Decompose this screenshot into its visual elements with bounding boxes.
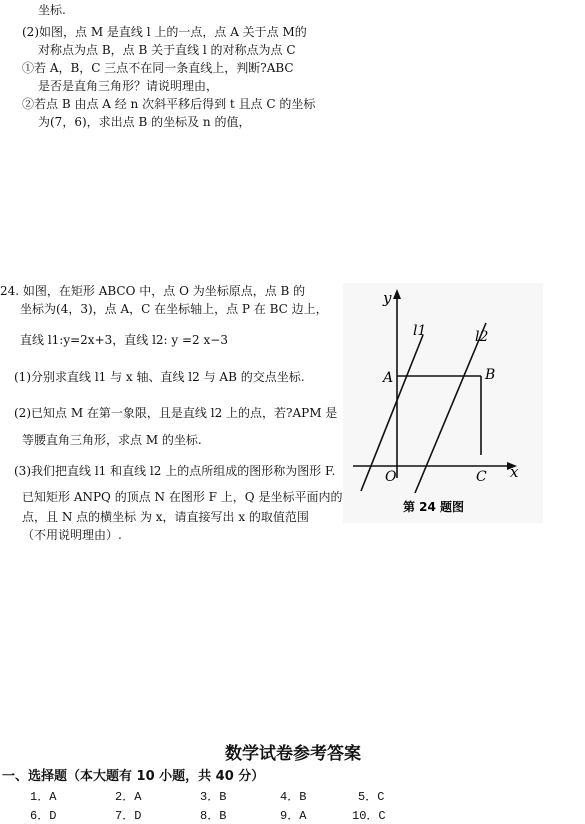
answer-3: 3．B — [200, 790, 227, 804]
answer-9: 9．A — [280, 809, 307, 823]
point-a-label: A — [383, 370, 394, 386]
p24-line-5: (2)已知点 M 在第一象限，且是直线 l2 上的点，若?APM 是 — [14, 406, 338, 420]
answer-4: 4．B — [280, 790, 307, 804]
p24-line-3: 直线 l1:y=2x+3，直线 l2: y =2 x−3 — [20, 333, 228, 347]
figure-caption: 第 24 题图 — [403, 500, 465, 514]
p23-line-4: 是否是直角三角形？请说明理由， — [38, 79, 219, 93]
p24-line-1: 24. 如图，在矩形 ABCO 中，点 O 为坐标原点，点 B 的 — [0, 284, 306, 298]
l1-label: l1 — [413, 323, 427, 339]
answer-2: 2．A — [115, 790, 142, 804]
section-1-heading: 一、选择题（本大题有 10 小题，共 40 分） — [2, 769, 265, 784]
p24-line-10: （不用说明理由）. — [22, 528, 122, 542]
origin-label: O — [385, 469, 397, 485]
p23-line-6: 为(7，6)，求出点 B 的坐标及 n 的值， — [38, 115, 251, 129]
p24-line-7: (3)我们把直线 l1 和直线 l2 上的点所组成的图形称为图形 F. — [14, 464, 336, 478]
point-c-label: C — [476, 469, 487, 485]
answer-8: 8．B — [200, 809, 227, 823]
p23-line-5: ②若点 B 由点 A 经 n 次斜平移后得到 t 且点 C 的坐标 — [22, 97, 316, 111]
figure-background — [343, 283, 543, 523]
p24-line-6: 等腰直角三角形，求点 M 的坐标. — [22, 433, 202, 447]
p23-line-0: 坐标. — [38, 3, 66, 17]
problem-24-figure — [343, 283, 543, 523]
p23-line-1: (2)如图，点 M 是直线 l 上的一点，点 A 关于点 M的 — [22, 25, 307, 39]
answer-6: 6．D — [30, 809, 57, 823]
answer-title: 数学试卷参考答案 — [225, 744, 361, 764]
answer-1: 1．A — [30, 790, 57, 804]
answer-5: 5．C — [358, 790, 385, 804]
p24-line-9: 点，且 N 点的横坐标 为 x，请直接写出 x 的取值范围 — [22, 510, 309, 524]
x-axis-label: x — [510, 463, 519, 481]
y-axis-label: y — [383, 289, 392, 307]
p24-line-8: 已知矩形 ANPQ 的顶点 N 在图形 F 上，Q 是坐标平面内的 — [22, 490, 343, 504]
l2-label: l2 — [475, 329, 489, 345]
point-b-label: B — [485, 367, 496, 383]
answer-10: 10．C — [352, 809, 386, 823]
p24-line-2: 坐标为(4，3)，点 A，C 在坐标轴上，点 P 在 BC 边上， — [20, 302, 328, 316]
p23-line-2: 对称点为点 B，点 B 关于直线 l 的对称点为点 C — [38, 43, 296, 57]
p23-line-3: ①若 A，B，C 三点不在同一条直线上，判断?ABC — [22, 61, 294, 75]
p24-line-4: (1)分别求直线 l1 与 x 轴、直线 l2 与 AB 的交点坐标. — [14, 370, 305, 384]
answer-7: 7．D — [115, 809, 142, 823]
